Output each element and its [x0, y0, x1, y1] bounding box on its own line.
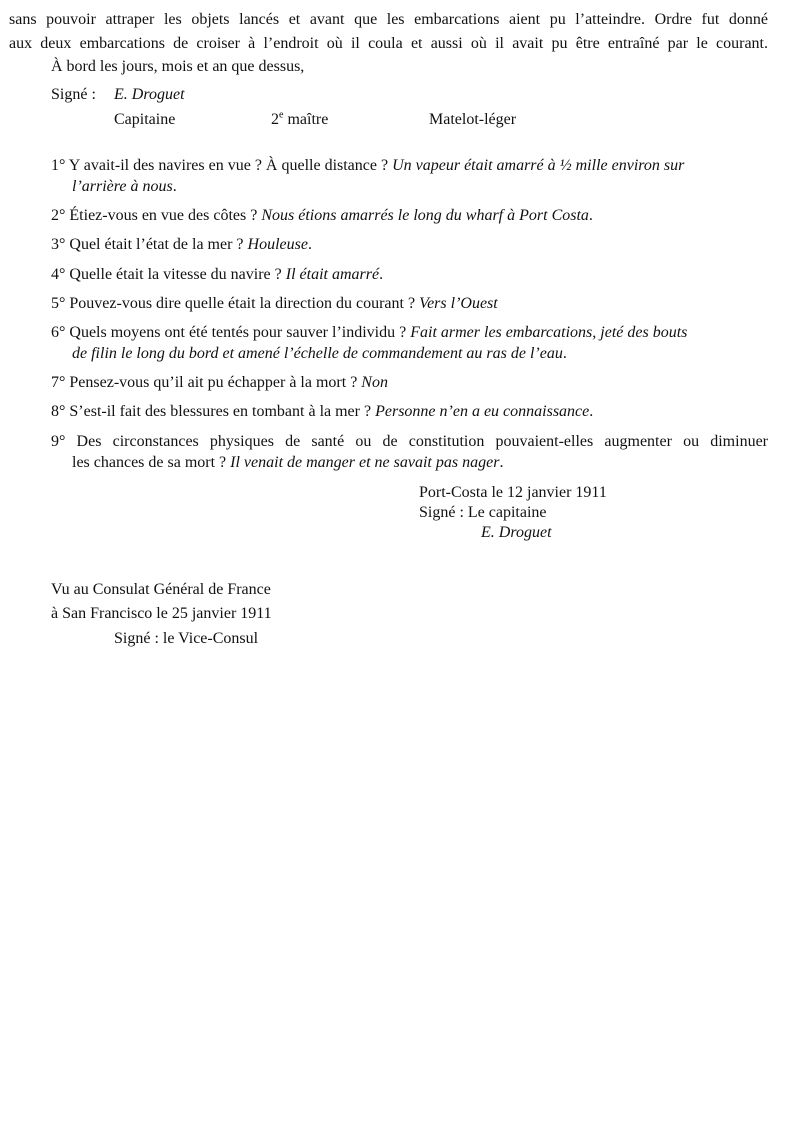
question-1	[51, 155, 684, 176]
question-1-end: .	[172, 178, 177, 195]
question-3-end: .	[307, 236, 312, 253]
question-6-cont	[72, 343, 567, 364]
signature-second-master	[271, 109, 328, 130]
question-1-cont	[72, 176, 177, 197]
signature-label: Signé :	[51, 86, 96, 103]
intro-line-3: À bord les jours, mois et an que dessus,	[51, 58, 305, 75]
question-1-text: 1° Y avait-il des navires en vue ? À quelle distance ?	[51, 157, 393, 174]
question-7	[51, 372, 388, 393]
question-4-end: .	[379, 266, 384, 283]
closing-place-date: Port-Costa le 12 janvier 1911	[419, 484, 607, 501]
signature-name: E. Droguet	[114, 86, 185, 103]
question-3-answer: Houleuse	[247, 236, 308, 253]
consulate-line-1: Vu au Consulat Général de France	[51, 581, 271, 598]
question-8-answer: Personne n’en a eu connaissance	[375, 403, 590, 420]
question-7-answer: Non	[361, 374, 388, 391]
closing-name: E. Droguet	[481, 524, 552, 541]
question-1-answer: Un vapeur était amarré à ½ mille environ sur	[392, 157, 685, 174]
question-6-text: 6° Quels moyens ont été tentés pour sauver l’individu ?	[51, 324, 411, 341]
question-9-answer: Il venait de manger et ne savait pas nager	[230, 454, 500, 471]
question-6-end: .	[562, 345, 567, 362]
question-2-end: .	[588, 207, 593, 224]
question-9: 9° Des circonstances physiques de santé ou de constitution pouvaient-elles augmenter ou diminuer	[51, 433, 768, 450]
question-4	[51, 264, 383, 285]
question-9-end: .	[499, 454, 504, 471]
question-8-text: 8° S’est-il fait des blessures en tombant à la mer ?	[51, 403, 376, 420]
second-master-rest: maître	[283, 111, 329, 128]
consulate-line-3: Signé : le Vice-Consul	[114, 630, 259, 647]
question-2-answer: Nous étions amarrés le long du wharf à Port Costa	[261, 207, 589, 224]
question-2	[51, 205, 593, 226]
second-master-number: 2	[271, 111, 279, 128]
question-2-text: 2° Étiez-vous en vue des côtes ?	[51, 207, 262, 224]
question-6	[51, 322, 687, 343]
question-1-answer-cont: l’arrière à nous	[72, 178, 173, 195]
question-3	[51, 234, 312, 255]
question-6-answer: Fait armer les embarcations, jeté des bouts	[410, 324, 688, 341]
second-master-superscript: e	[279, 109, 284, 121]
consulate-line-2: à San Francisco le 25 janvier 1911	[51, 605, 272, 622]
signature-captain: Capitaine	[114, 111, 176, 128]
intro-line-1: sans pouvoir attraper les objets lancés et avant que les embarcations aient pu l’atteindre. Ordre fut donné	[9, 11, 768, 28]
question-5-answer: Vers l’Ouest	[419, 295, 498, 312]
question-6-answer-cont: de filin le long du bord et amené l’échelle de commandement au ras de l’eau	[72, 345, 563, 362]
question-3-text: 3° Quel était l’état de la mer ?	[51, 236, 248, 253]
question-4-text: 4° Quelle était la vitesse du navire ?	[51, 266, 286, 283]
question-8-end: .	[589, 403, 594, 420]
question-8	[51, 401, 593, 422]
question-9-text-cont: les chances de sa mort ?	[72, 454, 231, 471]
question-9-cont	[72, 452, 503, 473]
question-7-text: 7° Pensez-vous qu’il ait pu échapper à la mort ?	[51, 374, 362, 391]
signature-sailor: Matelot-léger	[429, 111, 517, 128]
closing-signed: Signé : Le capitaine	[419, 504, 547, 521]
question-5-text: 5° Pouvez-vous dire quelle était la direction du courant ?	[51, 295, 420, 312]
intro-line-2: aux deux embarcations de croiser à l’endroit où il coula et aussi où il avait pu être entraîné par le courant.	[9, 35, 768, 52]
question-4-answer: Il était amarré	[285, 266, 380, 283]
question-5	[51, 293, 498, 314]
